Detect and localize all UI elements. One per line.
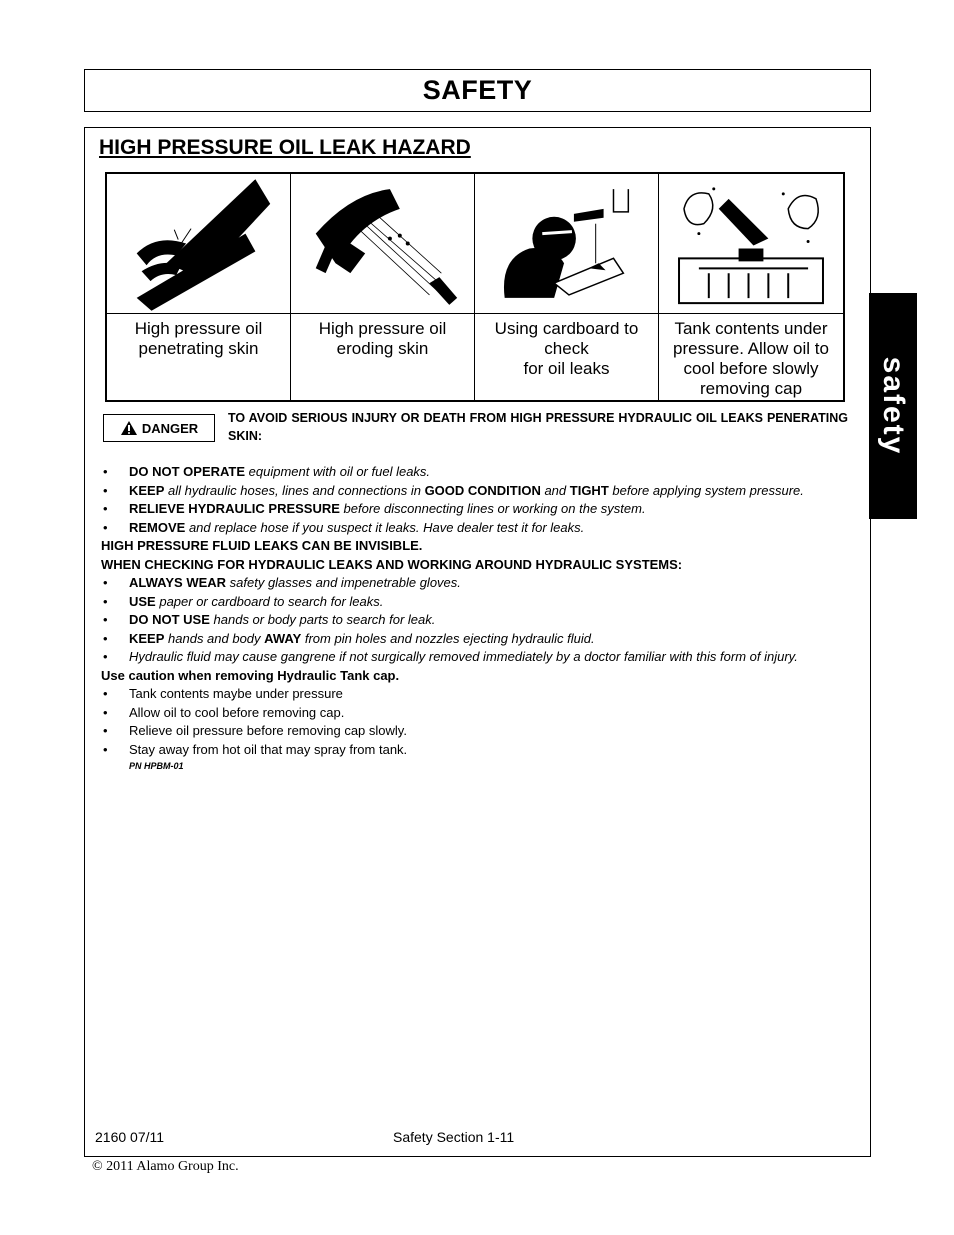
part-number: PN HPBM-01 xyxy=(129,761,184,771)
danger-message: TO AVOID SERIOUS INJURY OR DEATH FROM HIGH PRESSURE HYDRAULIC OIL LEAKS PENERATING SKIN: xyxy=(228,411,848,443)
instructions xyxy=(101,463,861,773)
list-item: • Stay away from hot oil that may spray from tank. xyxy=(103,741,408,757)
list-item: • RELIEVE HYDRAULIC PRESSURE before disconnecting lines or working on the system. xyxy=(103,501,646,516)
hand-penetration-icon xyxy=(107,174,291,314)
side-tab xyxy=(869,293,917,519)
danger-badge xyxy=(103,414,215,442)
invisible-leaks-heading: HIGH PRESSURE FLUID LEAKS CAN BE INVISIBLE. xyxy=(101,538,423,553)
tank-cap-heading: Use caution when removing Hydraulic Tank cap. xyxy=(101,667,400,683)
header-box xyxy=(84,69,871,112)
copyright: © 2011 Alamo Group Inc. xyxy=(92,1159,239,1174)
list-item: • Hydraulic fluid may cause gangrene if not surgically removed immediately by a doctor familiar with this form of injury. xyxy=(103,649,798,664)
list-item: • Relieve oil pressure before removing cap slowly. xyxy=(103,723,407,738)
side-tab-label: safety xyxy=(877,356,910,456)
main-content xyxy=(84,127,871,1157)
pictogram-table xyxy=(105,172,845,402)
footer-page-number: Safety Section 1-11 xyxy=(393,1129,515,1145)
list-item: • DO NOT USE hands or body parts to search for leak. xyxy=(103,612,436,627)
hand-spray-icon xyxy=(291,174,475,314)
list-item: • ALWAYS WEAR safety glasses and impenetrable gloves. xyxy=(103,575,461,590)
list-item: • REMOVE and replace hose if you suspect it leaks. Have dealer test it for leaks. xyxy=(103,519,585,535)
cardboard-check-icon xyxy=(475,174,659,314)
section-heading: HIGH PRESSURE OIL LEAK HAZARD xyxy=(99,136,471,159)
caption-tank: Tank contents under pressure. Allow oil to cool before slowly removing cap xyxy=(673,319,829,398)
list-item: • Allow oil to cool before removing cap. xyxy=(103,704,345,720)
footer-model-date: 2160 07/11 xyxy=(95,1129,165,1145)
caption-penetrating: High pressure oil penetrating skin xyxy=(107,314,291,400)
list-item: • USE paper or cardboard to search for leaks. xyxy=(103,593,384,609)
list-item: • KEEP all hydraulic hoses, lines and connections in GOOD CONDITION and TIGHT before applying system pressure. xyxy=(103,482,804,498)
checking-leaks-heading: WHEN CHECKING FOR HYDRAULIC LEAKS AND WORKING AROUND HYDRAULIC SYSTEMS: xyxy=(101,556,683,572)
list-item: • Tank contents maybe under pressure xyxy=(103,686,343,701)
list-item: • DO NOT OPERATE equipment with oil or fuel leaks. xyxy=(103,464,431,479)
list-item: • KEEP hands and body AWAY from pin holes and nozzles ejecting hydraulic fluid. xyxy=(103,630,595,646)
page-title: SAFETY xyxy=(422,75,533,105)
warning-icon xyxy=(120,420,138,436)
danger-label: DANGER xyxy=(141,420,199,436)
tank-cap-icon xyxy=(659,174,843,314)
caption-eroding: High pressure oil eroding skin xyxy=(291,314,475,400)
caption-cardboard: Using cardboard to check for oil leaks xyxy=(475,314,659,400)
